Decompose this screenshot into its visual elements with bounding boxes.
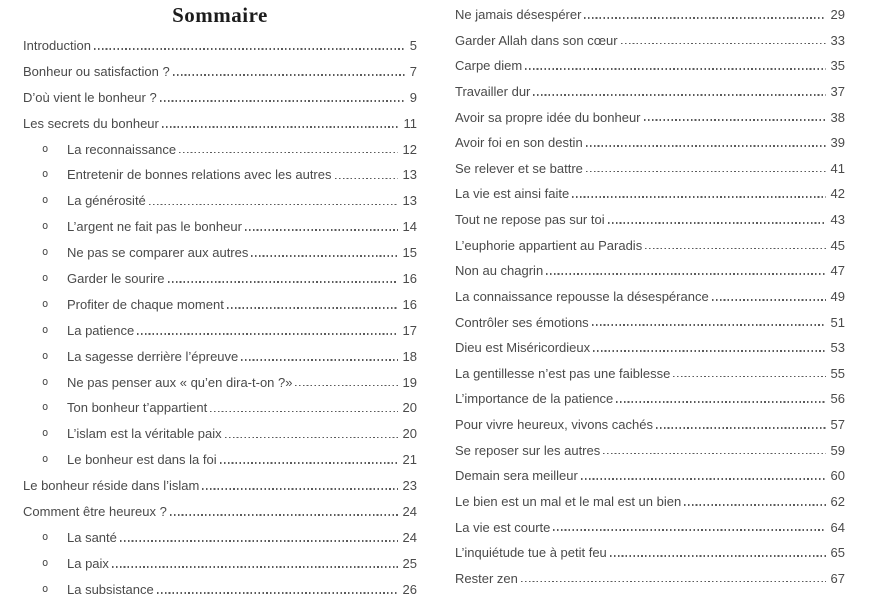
toc-page-number: 16	[402, 271, 417, 287]
toc-entry-label: Non au chagrin	[455, 263, 544, 279]
toc-dot-leader	[671, 361, 827, 387]
toc-dot-leader	[591, 335, 827, 361]
toc-page-number: 43	[830, 212, 845, 227]
toc-dot-leader	[584, 130, 828, 156]
toc-entry-label: Dieu est Miséricordieux	[455, 340, 591, 356]
toc-row[interactable]	[455, 207, 845, 233]
toc-entry-label: La patience	[67, 322, 135, 338]
toc-bullet: o	[42, 582, 49, 595]
toc-row[interactable]	[455, 566, 845, 592]
toc-row[interactable]	[455, 361, 845, 387]
toc-bullet: o	[42, 142, 49, 155]
toc-row[interactable]	[455, 2, 845, 28]
toc-page-number: 15	[402, 245, 417, 261]
toc-dot-leader	[239, 344, 399, 370]
toc-bullet: o	[42, 323, 49, 336]
toc-page-number: 47	[830, 263, 845, 279]
toc-dot-leader	[171, 59, 407, 85]
toc-bullet: o	[42, 168, 49, 181]
toc-page-number: 24	[402, 504, 417, 520]
toc-entry-label: Se reposer sur les autres	[455, 442, 601, 458]
toc-page-number: 51	[830, 314, 845, 330]
toc-bullet: o	[42, 349, 49, 362]
toc-row[interactable]	[455, 386, 845, 412]
toc-page-number: 7	[409, 63, 417, 79]
toc-entry-label: La connaissance repousse la désespérance	[455, 288, 709, 304]
toc-entry-label: Contrôler ses émotions	[455, 314, 589, 330]
toc-page-number: 9	[409, 89, 417, 105]
toc-dot-leader	[582, 2, 827, 28]
toc-bullet: o	[42, 530, 49, 543]
toc-entry-label: Profiter de chaque moment	[67, 296, 224, 312]
toc-row[interactable]	[455, 28, 845, 54]
toc-bullet: o	[42, 556, 49, 569]
toc-dot-leader	[333, 162, 400, 188]
toc-entry-label: Pour vivre heureux, vivons cachés	[455, 417, 653, 432]
toc-entry-label: Ton bonheur t’appartient	[67, 400, 208, 416]
toc-entry-label: Bonheur ou satisfaction ?	[23, 63, 170, 79]
toc-row[interactable]	[455, 284, 845, 310]
toc-entry-label: La santé	[67, 529, 117, 545]
toc-row[interactable]	[23, 266, 417, 292]
toc-dot-leader	[293, 370, 399, 396]
toc-dot-leader	[642, 105, 828, 131]
toc-page-number: 29	[830, 7, 845, 22]
toc-dot-leader	[155, 577, 400, 598]
toc-row[interactable]	[23, 85, 417, 111]
toc-row[interactable]	[23, 214, 417, 240]
toc-entry-label: La reconnaissance	[67, 141, 177, 157]
toc-row[interactable]	[455, 412, 845, 438]
toc-page-number: 56	[830, 391, 845, 407]
toc-dot-leader	[160, 111, 401, 137]
toc-row[interactable]	[455, 310, 845, 336]
toc-row[interactable]	[455, 489, 845, 515]
toc-dot-leader	[166, 266, 400, 292]
toc-dot-leader	[523, 53, 827, 79]
toc-dot-leader	[544, 258, 827, 284]
toc-dot-leader	[223, 421, 400, 447]
toc-page-number: 23	[402, 478, 417, 494]
toc-dot-leader	[147, 188, 400, 214]
toc-entry-label: Le bonheur réside dans l’islam	[23, 478, 200, 494]
toc-row[interactable]	[455, 79, 845, 105]
toc-entry-label: Le bien est un mal et le mal est un bien	[455, 493, 682, 509]
toc-entry-label: Avoir sa propre idée du bonheur	[455, 109, 641, 125]
toc-bullet: o	[42, 246, 49, 259]
toc-rows-right	[455, 2, 845, 591]
toc-dot-leader	[158, 85, 407, 111]
toc-page-number: 59	[830, 442, 845, 458]
toc-entry-label: Ne pas se comparer aux autres	[67, 245, 249, 261]
toc-bullet: o	[42, 401, 49, 414]
toc-bullet: o	[42, 220, 49, 233]
toc-row[interactable]	[23, 292, 417, 318]
toc-page-number: 33	[830, 32, 845, 48]
toc-page-number: 41	[830, 160, 845, 176]
toc-entry-label: Travailler dur	[455, 83, 531, 99]
toc-page-number: 20	[402, 400, 417, 416]
toc-page-number: 14	[402, 219, 417, 235]
toc-dot-leader	[118, 525, 400, 551]
toc-dot-leader	[200, 473, 399, 499]
toc-row[interactable]	[455, 515, 845, 541]
toc-row[interactable]	[23, 473, 417, 499]
toc-bullet: o	[42, 375, 49, 388]
toc-dot-leader	[208, 395, 399, 421]
toc-entry-label: L’islam est la véritable paix	[67, 426, 222, 442]
toc-page-number: 25	[402, 555, 417, 571]
toc-bullet: o	[42, 453, 49, 466]
toc-page-number: 65	[830, 545, 845, 561]
toc-page-number: 12	[402, 141, 417, 157]
toc-dot-leader	[218, 447, 400, 473]
toc-page-number: 19	[402, 374, 417, 390]
toc-entry-label: Entretenir de bonnes relations avec les autres	[67, 167, 332, 183]
toc-page-number: 11	[403, 115, 417, 131]
toc-page-number: 17	[402, 322, 417, 338]
toc-row[interactable]	[23, 499, 417, 525]
toc-page-number: 67	[830, 570, 845, 586]
toc-entry-label: Avoir foi en son destin	[455, 135, 583, 151]
toc-dot-leader	[643, 233, 827, 259]
toc-entry-label: Carpe diem	[455, 58, 523, 74]
toc-bullet: o	[42, 272, 49, 285]
toc-dot-leader	[243, 214, 400, 240]
toc-entry-label: Comment être heureux ?	[23, 504, 167, 520]
toc-dot-leader	[519, 566, 828, 592]
toc-entry-label: L’euphorie appartient au Paradis	[455, 237, 643, 253]
toc-entry-label: La sagesse derrière l’épreuve	[67, 348, 239, 364]
toc-row[interactable]	[23, 551, 417, 577]
toc-bullet: o	[42, 297, 49, 310]
toc-page-number: 16	[402, 296, 417, 312]
toc-dot-leader	[110, 551, 400, 577]
toc-dot-leader	[177, 137, 399, 163]
toc-entry-label: D’où vient le bonheur ?	[23, 89, 157, 105]
toc-page-number: 20	[402, 426, 417, 442]
toc-row[interactable]	[455, 438, 845, 464]
toc-dot-leader	[608, 540, 828, 566]
toc-entry-label: Se relever et se battre	[455, 160, 583, 176]
toc-dot-leader	[606, 207, 828, 233]
toc-dot-leader	[135, 318, 399, 344]
toc-page-number: 57	[830, 417, 845, 432]
toc-row[interactable]	[23, 395, 417, 421]
toc-row[interactable]	[23, 525, 417, 551]
toc-bullet: o	[42, 194, 49, 207]
toc-page-number: 60	[830, 468, 845, 484]
toc-row[interactable]	[23, 421, 417, 447]
toc-entry-label: L’inquiétude tue à petit feu	[455, 545, 607, 561]
toc-row[interactable]	[455, 463, 845, 489]
toc-bullet: o	[42, 427, 49, 440]
toc-row[interactable]	[455, 156, 845, 182]
toc-dot-leader	[225, 292, 400, 318]
toc-entry-label: L’argent ne fait pas le bonheur	[67, 219, 242, 235]
toc-row[interactable]	[455, 53, 845, 79]
toc-row[interactable]	[23, 33, 417, 59]
toc-entry-label: Rester zen	[455, 570, 518, 586]
toc-page-number: 62	[830, 493, 845, 509]
toc-page-number: 42	[830, 186, 845, 202]
toc-entry-label: Ne jamais désespérer	[455, 7, 582, 22]
toc-page-number: 35	[830, 58, 845, 74]
toc-page-number: 53	[830, 340, 845, 356]
toc-row[interactable]	[23, 111, 417, 137]
toc-page-number: 37	[830, 83, 845, 99]
toc-rows-left	[23, 33, 417, 598]
toc-entry-label: Les secrets du bonheur	[23, 115, 159, 131]
toc-entry-label: Tout ne repose pas sur toi	[455, 212, 605, 227]
toc-dot-leader	[584, 156, 828, 182]
toc-dot-leader	[92, 33, 407, 59]
toc-page-number: 24	[402, 529, 417, 545]
toc-dot-leader	[590, 310, 828, 336]
toc-page-number: 39	[830, 135, 845, 151]
toc-row[interactable]	[455, 335, 845, 361]
toc-entry-label: Ne pas penser aux « qu’en dira-t-on ?»	[67, 374, 293, 390]
toc-entry-label: La gentillesse n’est pas une faiblesse	[455, 365, 671, 381]
toc-row[interactable]	[455, 105, 845, 131]
toc-row[interactable]	[23, 318, 417, 344]
toc-row[interactable]	[23, 162, 417, 188]
toc-entry-label: Introduction	[23, 38, 91, 53]
toc-row[interactable]	[455, 258, 845, 284]
toc-page-number: 13	[402, 167, 417, 183]
toc-page-number: 26	[402, 581, 417, 597]
toc-row[interactable]	[455, 181, 845, 207]
toc-page-number: 38	[830, 109, 845, 125]
toc-dot-leader	[601, 438, 827, 464]
toc-dot-leader	[249, 240, 399, 266]
toc-entry-label: La paix	[67, 555, 109, 571]
toc-entry-label: La subsistance	[67, 581, 154, 597]
toc-entry-label: Le bonheur est dans la foi	[67, 452, 217, 468]
toc-column-right	[455, 0, 845, 598]
toc-page-number: 49	[830, 288, 845, 304]
toc-dot-leader	[619, 28, 828, 54]
page-title: Sommaire	[172, 3, 268, 27]
toc-page-number: 18	[402, 348, 417, 364]
toc-row[interactable]	[455, 130, 845, 156]
toc-row[interactable]	[455, 233, 845, 259]
toc-entry-label: Garder le sourire	[67, 271, 165, 287]
toc-column-left	[23, 0, 417, 598]
toc-row[interactable]	[23, 137, 417, 163]
toc-row[interactable]	[23, 370, 417, 396]
toc-row[interactable]	[23, 188, 417, 214]
toc-entry-label: La vie est ainsi faite	[455, 186, 570, 202]
toc-page-number: 45	[830, 237, 845, 253]
toc-entry-label: La générosité	[67, 193, 146, 209]
toc-entry-label: L’importance de la patience	[455, 391, 614, 407]
toc-dot-leader	[531, 79, 827, 105]
toc-row[interactable]	[23, 240, 417, 266]
toc-row[interactable]	[455, 540, 845, 566]
toc-page-number: 64	[830, 519, 845, 535]
toc-page-number: 13	[402, 193, 417, 209]
toc-row[interactable]	[23, 577, 417, 598]
toc-dot-leader	[710, 284, 828, 310]
toc-dot-leader	[614, 386, 827, 412]
toc-dot-leader	[168, 499, 400, 525]
toc-dot-leader	[682, 489, 827, 515]
toc-dot-leader	[579, 463, 828, 489]
toc-entry-label: La vie est courte	[455, 519, 551, 535]
toc-dot-leader	[551, 515, 827, 541]
toc-row[interactable]	[23, 447, 417, 473]
toc-page-number: 55	[830, 365, 845, 381]
toc-page-number: 21	[402, 452, 417, 468]
toc-row[interactable]	[23, 344, 417, 370]
toc-entry-label: Garder Allah dans son cœur	[455, 32, 618, 48]
toc-dot-leader	[570, 181, 827, 207]
toc-dot-leader	[654, 412, 828, 438]
toc-entry-label: Demain sera meilleur	[455, 468, 578, 484]
toc-page-number: 5	[409, 38, 417, 53]
toc-row[interactable]	[23, 59, 417, 85]
